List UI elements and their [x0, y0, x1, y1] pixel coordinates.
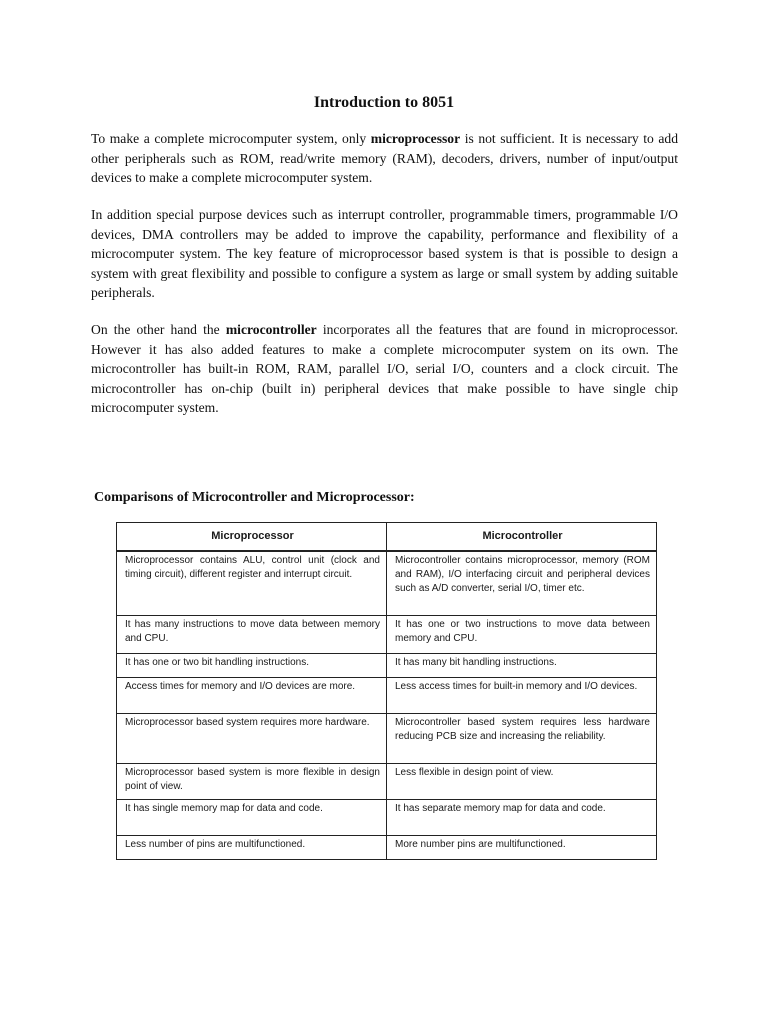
header-microcontroller: Microcontroller — [387, 523, 657, 552]
table-cell-microprocessor: Microprocessor contains ALU, control unit (clock and timing circuit), different register and interrupt circuit. — [117, 551, 387, 616]
paragraph-3-bold-term: microcontroller — [225, 322, 317, 337]
table-row — [117, 714, 657, 764]
table-cell-microprocessor: Access times for memory and I/O devices are more. — [117, 678, 387, 714]
table-cell-microcontroller: It has separate memory map for data and code. — [387, 800, 657, 836]
table-header-row — [117, 523, 657, 552]
table-cell-microcontroller: It has many bit handling instructions. — [387, 654, 657, 678]
paragraph-1-bold-term: microprocessor — [370, 131, 461, 146]
table-row — [117, 551, 657, 616]
paragraph-2: In addition special purpose devices such as interrupt controller, programmable timers, programmable I/O devices, DMA controllers may be added to improve the capability, performance and flexibility of a microcomputer system. The key feature of microprocessor based system is that is possible to design a system with great flexibility and possible to configure a system as large or small system by adding suitable peripherals. — [91, 207, 678, 301]
table-cell-microcontroller: It has one or two instructions to move data between memory and CPU. — [387, 616, 657, 654]
comparison-heading: Comparisons of Microcontroller and Microprocessor: — [94, 490, 415, 505]
table-cell-microcontroller: Microcontroller based system requires less hardware reducing PCB size and increasing the reliability. — [387, 714, 657, 764]
page-title: Introduction to 8051 — [313, 94, 455, 111]
table-cell-microcontroller: More number pins are multifunctioned. — [387, 836, 657, 860]
table-cell-microcontroller: Microcontroller contains microprocessor, memory (ROM and RAM), I/O interfacing circuit and peripheral devices such as A/D converter, serial I/O, timer etc. — [387, 551, 657, 616]
table-cell-microprocessor: Microprocessor based system requires more hardware. — [117, 714, 387, 764]
paragraph-1-text-b: is not sufficient. It is necessary to add other peripherals such as ROM, read/write memory (RAM), decoders, drivers, number of input/output devices to make a complete microcomputer system. — [91, 131, 678, 186]
comparison-table — [116, 522, 657, 860]
paragraph-3 — [91, 320, 678, 418]
table-cell-microprocessor: It has one or two bit handling instructions. — [117, 654, 387, 678]
paragraph-3-text-b: incorporates all the features that are found in microprocessor. However it has also added features to make a complete microcomputer system on its own. The microcontroller has built-in ROM, RAM, parallel I/O, serial I/O, counters and a clock circuit. The microcontroller has on-chip (built in) peripheral devices that make possible to have single chip microcomputer system. — [91, 322, 678, 416]
table-cell-microprocessor: Microprocessor based system is more flexible in design point of view. — [117, 764, 387, 800]
table-cell-microprocessor: Less number of pins are multifunctioned. — [117, 836, 387, 860]
table-row — [117, 764, 657, 800]
table-row — [117, 800, 657, 836]
table-cell-microprocessor: It has single memory map for data and code. — [117, 800, 387, 836]
table-cell-microprocessor: It has many instructions to move data between memory and CPU. — [117, 616, 387, 654]
table-row — [117, 616, 657, 654]
paragraph-1-text-a: To make a complete microcomputer system, only — [91, 131, 371, 146]
table-row — [117, 836, 657, 860]
paragraph-3-text-a: On the other hand the — [91, 322, 226, 337]
paragraph-1 — [91, 129, 678, 188]
table-row — [117, 654, 657, 678]
table-row — [117, 678, 657, 714]
table-cell-microcontroller: Less flexible in design point of view. — [387, 764, 657, 800]
header-microprocessor: Microprocessor — [117, 523, 387, 552]
table-cell-microcontroller: Less access times for built-in memory and I/O devices. — [387, 678, 657, 714]
